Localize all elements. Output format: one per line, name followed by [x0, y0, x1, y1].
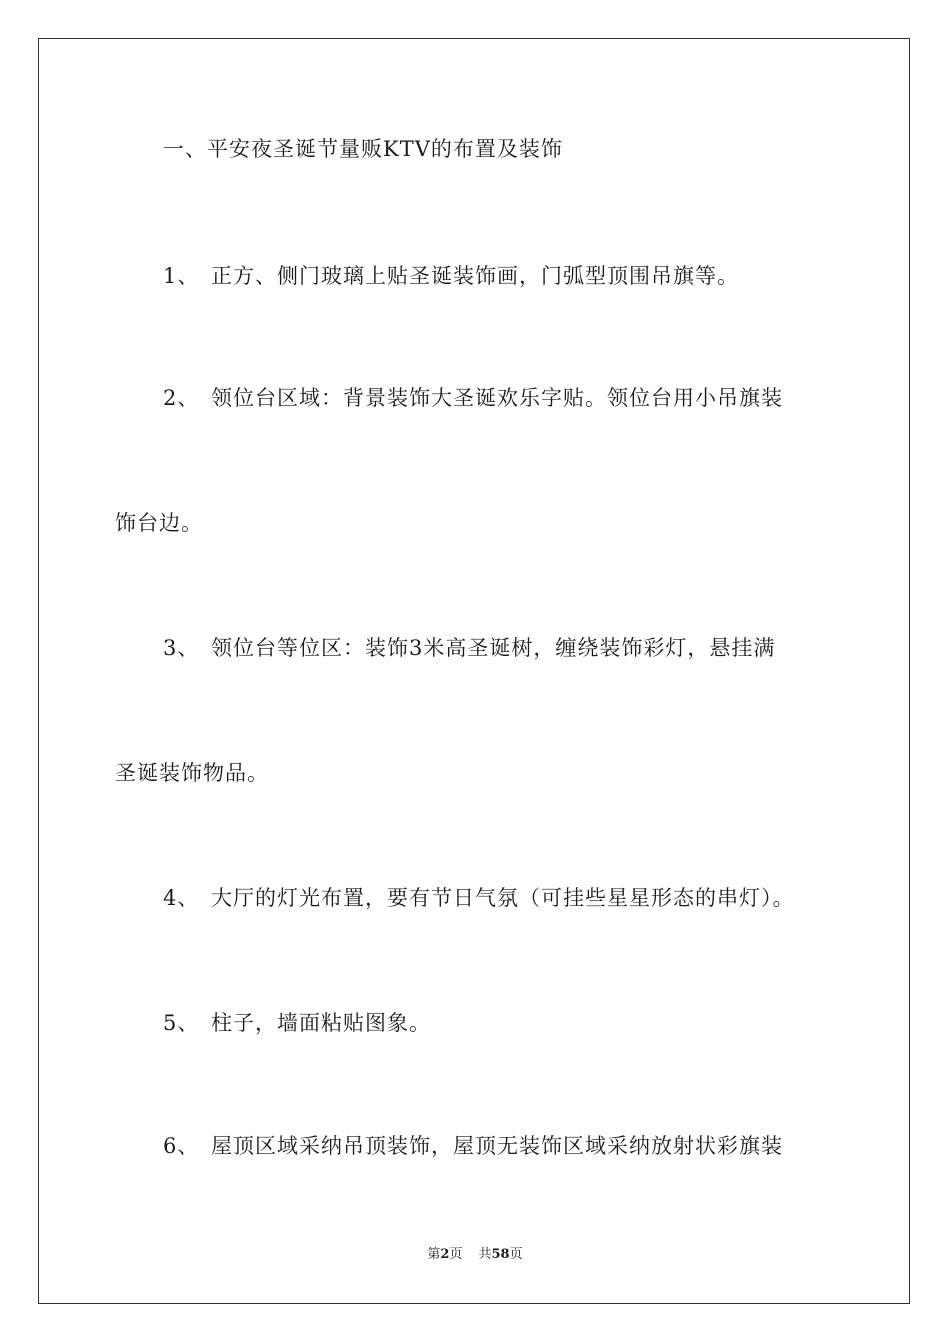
item-number: 6、 — [163, 1134, 200, 1158]
item-number: 5、 — [163, 1011, 200, 1035]
footer-total-suffix: 页 — [509, 1247, 523, 1262]
list-item-2 — [163, 383, 783, 413]
list-item-3 — [163, 633, 775, 663]
footer-page-suffix: 页 — [449, 1247, 463, 1262]
list-item-3-continued: 圣诞装饰物品。 — [115, 761, 269, 785]
list-item-4 — [163, 883, 795, 913]
list-item-6 — [163, 1131, 783, 1161]
item-text: 领位台等位区：装饰3米高圣诞树，缠绕装饰彩灯，悬挂满 — [211, 636, 776, 660]
item-text: 柱子，墙面粘贴图象。 — [211, 1011, 431, 1035]
item-number: 1、 — [163, 264, 200, 288]
list-item-1 — [163, 261, 739, 291]
item-number: 2、 — [163, 386, 200, 410]
item-number: 4、 — [163, 886, 200, 910]
footer-total-number: 58 — [491, 1247, 510, 1262]
footer-page-number: 2 — [440, 1247, 450, 1262]
item-text: 屋顶区域采纳吊顶装饰，屋顶无装饰区域采纳放射状彩旗装 — [211, 1134, 783, 1158]
footer-page-prefix: 第 — [427, 1247, 441, 1262]
list-item-5 — [163, 1008, 431, 1038]
item-number: 3、 — [163, 636, 200, 660]
list-item-2-continued: 饰台边。 — [115, 511, 203, 535]
page-footer — [0, 1246, 950, 1264]
section-heading: 一、平安夜圣诞节量贩KTV的布置及装饰 — [163, 137, 563, 161]
item-text: 正方、侧门玻璃上贴圣诞装饰画，门弧型顶围吊旗等。 — [211, 264, 739, 288]
item-text: 领位台区域：背景装饰大圣诞欢乐字贴。领位台用小吊旗装 — [211, 386, 783, 410]
item-text: 大厅的灯光布置，要有节日气氛（可挂些星星形态的串灯）。 — [211, 886, 795, 910]
page-border — [38, 38, 910, 1304]
footer-total-prefix: 共 — [478, 1247, 492, 1262]
